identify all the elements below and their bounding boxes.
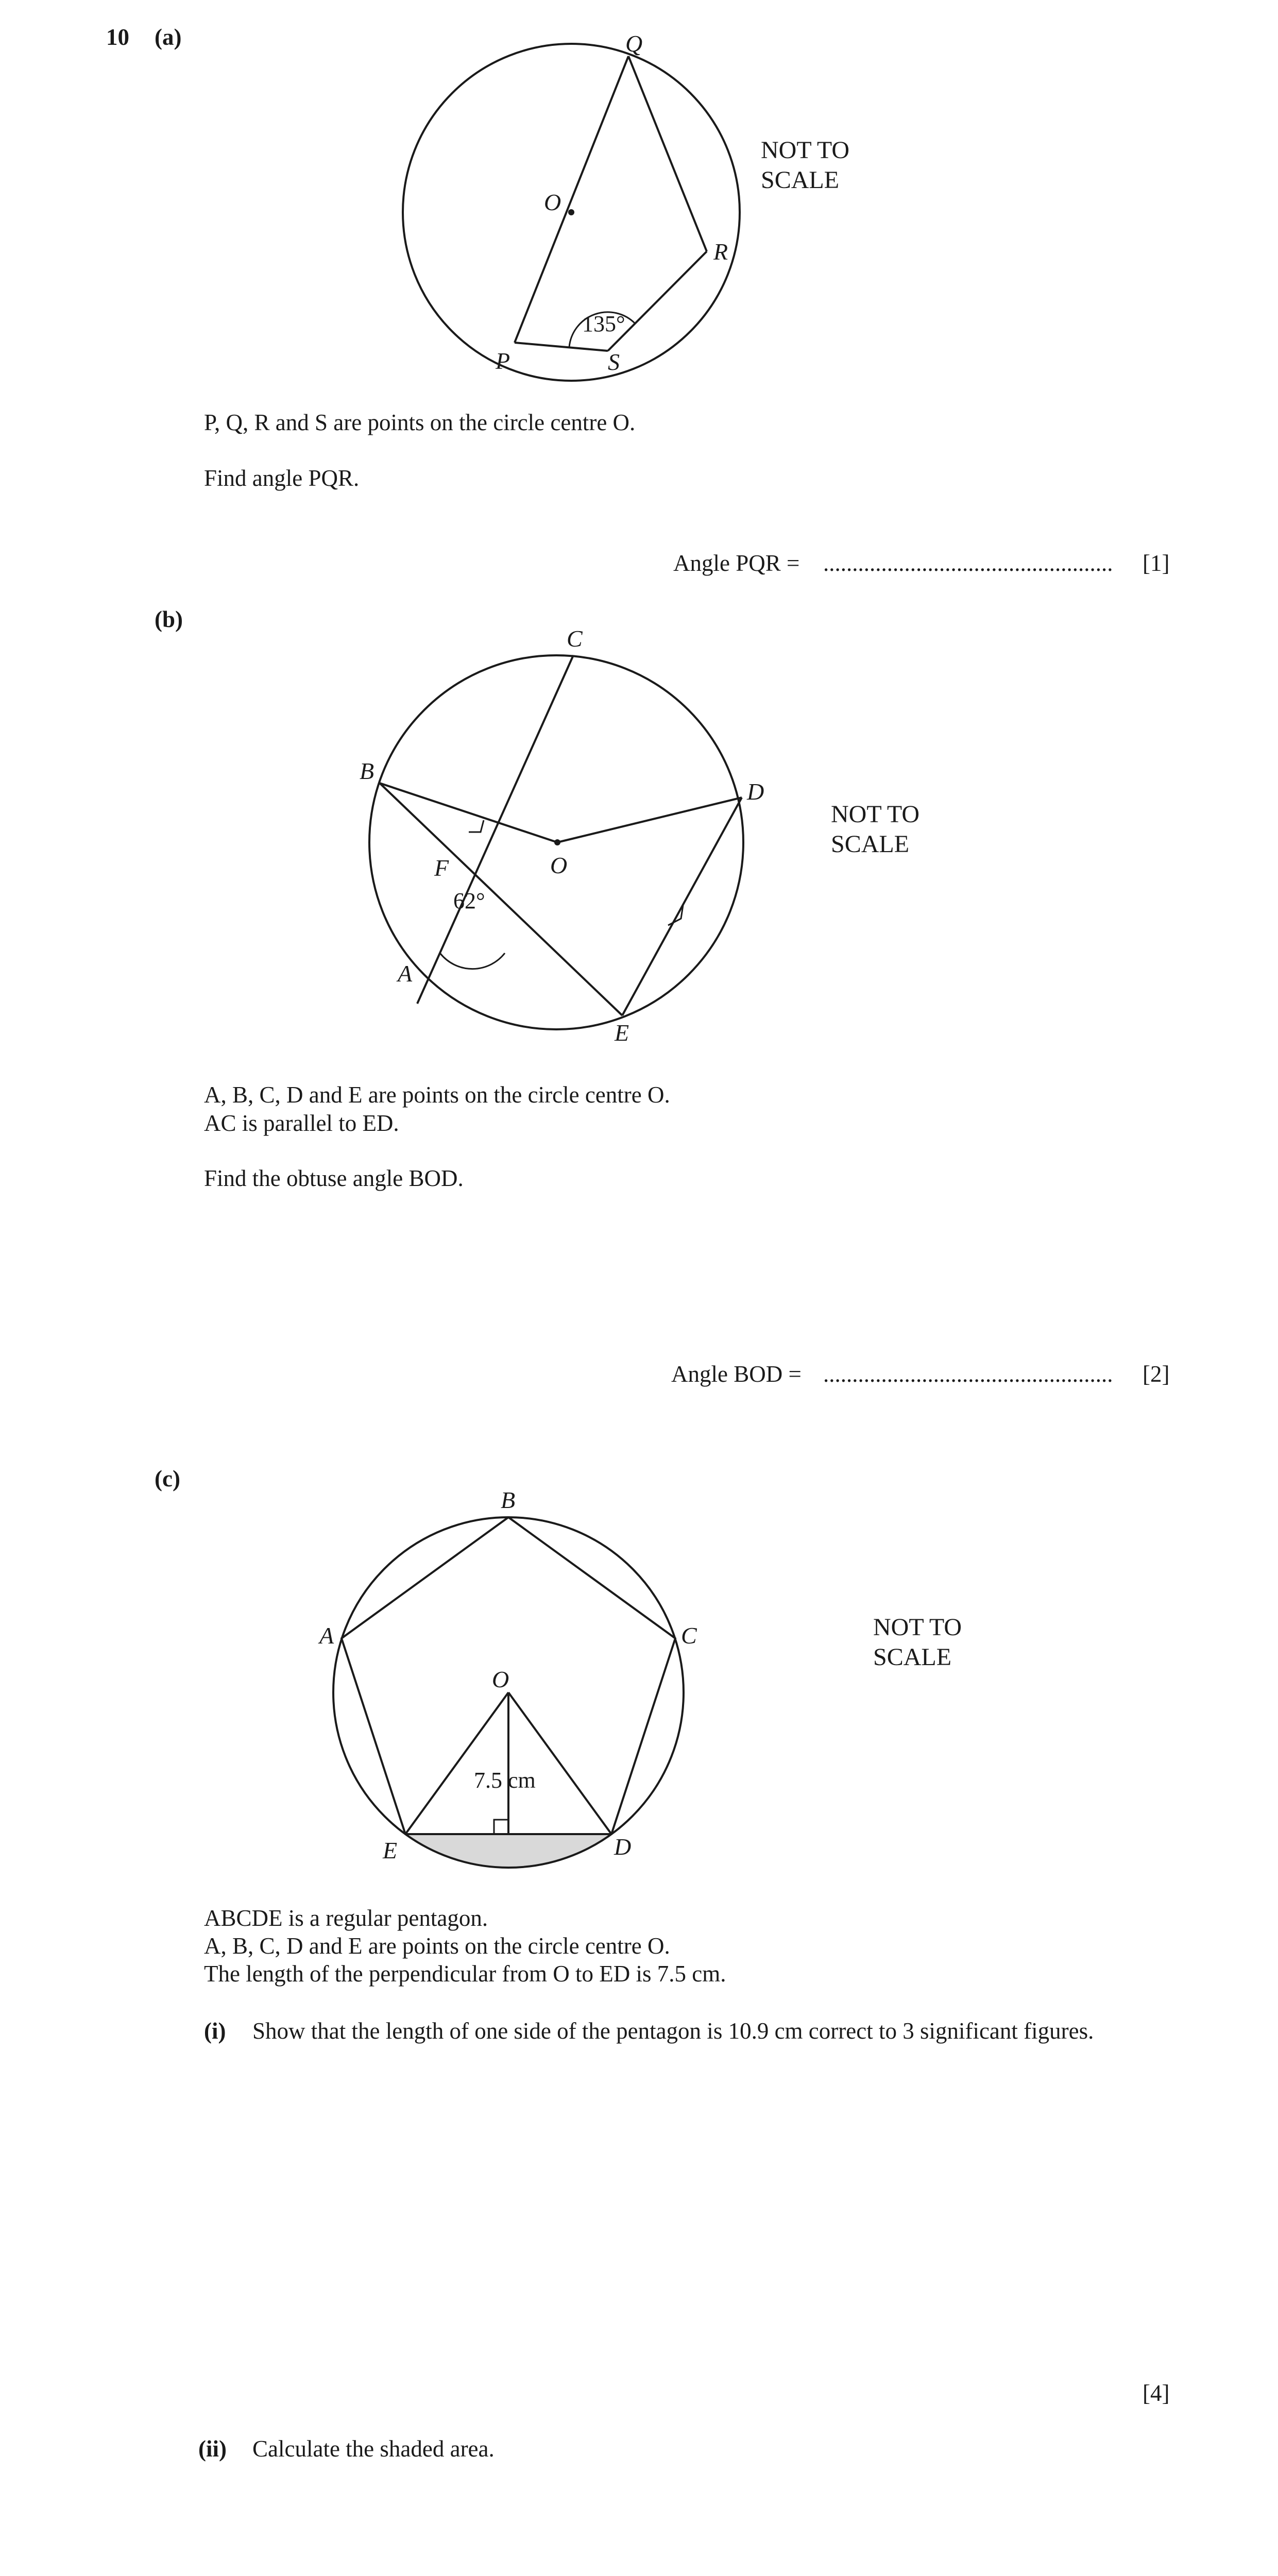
point-a: A bbox=[398, 960, 413, 987]
part-b-not-to-scale: NOT TO SCALE bbox=[831, 801, 920, 858]
part-c-not-to-scale: NOT TO SCALE bbox=[873, 1614, 962, 1671]
part-a-statement: P, Q, R and S are points on the circle centre O. bbox=[204, 410, 636, 435]
point-e: E bbox=[383, 1837, 398, 1863]
point-r: R bbox=[713, 239, 728, 265]
part-c-statement-3: The length of the perpendicular from O to ED is 7.5 cm. bbox=[204, 1961, 726, 1987]
sub-i-text: Show that the length of one side of the pentagon is 10.9 cm correct to 3 significant figures. bbox=[252, 2018, 1094, 2044]
point-o: O bbox=[492, 1666, 509, 1692]
point-b: B bbox=[360, 758, 374, 784]
sub-i-marks: [4] bbox=[1143, 2380, 1170, 2406]
chord-qr bbox=[628, 56, 707, 251]
part-b-answer-line[interactable]: .................................................. bbox=[823, 1361, 1113, 1387]
angle-arc bbox=[440, 953, 505, 969]
radius-od bbox=[508, 1692, 611, 1834]
point-b: B bbox=[501, 1487, 516, 1513]
point-p: P bbox=[496, 348, 510, 374]
part-c-label: (c) bbox=[155, 1466, 180, 1492]
centre-dot bbox=[568, 209, 574, 215]
point-d: D bbox=[747, 778, 764, 805]
angle-value: 62° bbox=[453, 888, 485, 913]
part-b-marks: [2] bbox=[1143, 1361, 1170, 1387]
sub-ii-label: (ii) bbox=[198, 2436, 227, 2462]
point-o: O bbox=[550, 852, 568, 878]
chord-ps bbox=[515, 343, 608, 351]
radius-oe bbox=[405, 1692, 508, 1834]
angle-value: 135° bbox=[582, 311, 625, 336]
question-number: 10 bbox=[106, 24, 129, 50]
part-a-answer-line[interactable]: .................................................. bbox=[823, 550, 1113, 576]
part-b-answer-label: Angle BOD = bbox=[671, 1361, 802, 1387]
part-b-label: (b) bbox=[155, 606, 183, 632]
point-q: Q bbox=[625, 30, 643, 57]
right-angle-mark bbox=[494, 1820, 508, 1834]
point-e: E bbox=[615, 1020, 629, 1046]
chord-ac bbox=[417, 655, 573, 1004]
part-a-answer-label: Angle PQR = bbox=[673, 550, 800, 576]
part-b-statement-1: A, B, C, D and E are points on the circle centre O. bbox=[204, 1082, 670, 1108]
part-a-circle-diagram bbox=[402, 30, 793, 392]
part-b-task: Find the obtuse angle BOD. bbox=[204, 1165, 464, 1191]
part-a-task: Find angle PQR. bbox=[204, 465, 360, 491]
shaded-segment bbox=[405, 1834, 611, 1868]
point-o: O bbox=[544, 189, 561, 215]
radius-od bbox=[557, 798, 742, 842]
point-a: A bbox=[319, 1622, 334, 1649]
sub-ii-text: Calculate the shaded area. bbox=[252, 2436, 495, 2462]
point-f: F bbox=[434, 855, 449, 881]
centre-dot bbox=[554, 839, 560, 845]
point-c: C bbox=[681, 1622, 697, 1649]
point-c: C bbox=[567, 625, 583, 652]
part-a-not-to-scale: NOT TO SCALE bbox=[761, 137, 850, 194]
part-c-pentagon-diagram bbox=[309, 1484, 721, 1875]
sub-i-label: (i) bbox=[204, 2018, 226, 2044]
length-value: 7.5 cm bbox=[474, 1768, 536, 1793]
part-b-statement-2: AC is parallel to ED. bbox=[204, 1110, 399, 1136]
part-b-circle-diagram bbox=[340, 623, 783, 1066]
part-c-statement-2: A, B, C, D and E are points on the circle centre O. bbox=[204, 1933, 670, 1959]
parallel-arrow-ac bbox=[469, 820, 484, 832]
part-c-statement-1: ABCDE is a regular pentagon. bbox=[204, 1905, 488, 1931]
part-a-marks: [1] bbox=[1143, 550, 1170, 576]
chord-ed bbox=[622, 798, 742, 1015]
point-s: S bbox=[608, 349, 620, 375]
radius-ob bbox=[380, 783, 557, 842]
diameter-pq bbox=[515, 56, 628, 343]
point-d: D bbox=[614, 1834, 632, 1860]
part-a-label: (a) bbox=[155, 24, 182, 50]
